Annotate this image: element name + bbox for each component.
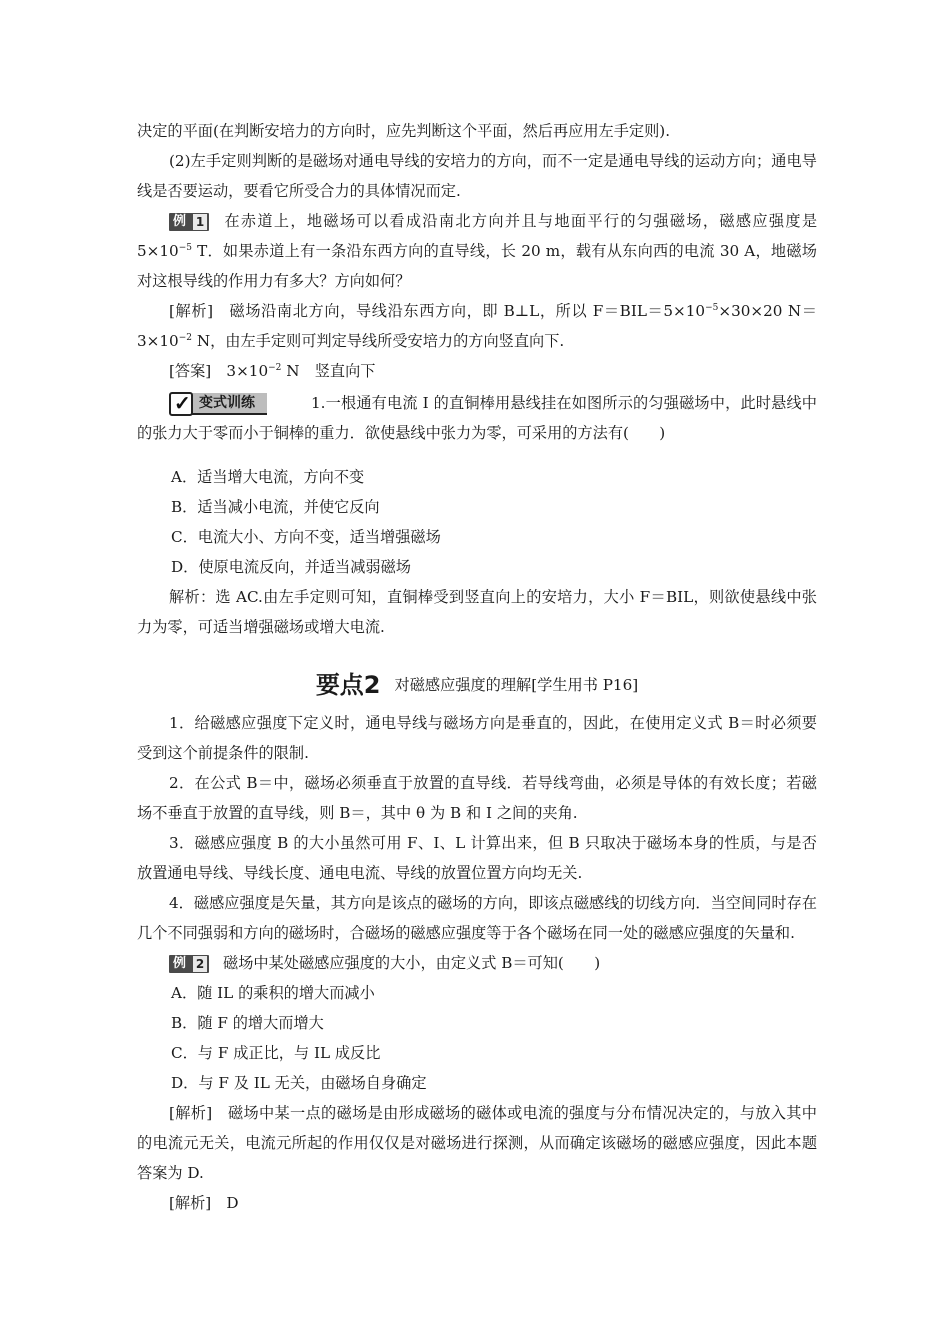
example-2-answer: [解析] D bbox=[169, 1194, 239, 1212]
key-point: 4．磁感应强度是矢量，其方向是该点的磁场的方向，即该点磁感线的切线方向．当空间同时存在几个不同强弱和方向的磁场时，合磁场的磁感应强度等于各个磁场在同一处的磁感应强度的矢量和. bbox=[137, 894, 817, 942]
option: D．与 F 及 IL 无关，由磁场自身确定 bbox=[171, 1074, 427, 1092]
paragraph: (2)左手定则判断的是磁场对通电导线的安培力的方向，而不一定是通电导线的运动方向；通电导线是否要运动，要看它所受合力的具体情况而定. bbox=[137, 152, 817, 200]
key-point: 2．在公式 B＝中，磁场必须垂直于放置的直导线．若导线弯曲，必须是导体的有效长度；若磁场不垂直于放置的直导线，则 B＝，其中 θ 为 B 和 I 之间的夹角. bbox=[137, 774, 817, 822]
example-1-answer: [答案] $3\times 10^{-2}$ N 竖直向下 bbox=[169, 362, 376, 380]
example-1-analysis: [解析] 磁场沿南北方向，导线沿东西方向，即 B⊥L，所以 $F=BIL=5\times 10^{-5}\times 30\times 20$ $N=3\times 10^{-2}$ N，由左手定则可判定导线所受安培力的方向竖直向下. bbox=[137, 302, 817, 350]
checkmark-icon: ✓ bbox=[169, 392, 193, 416]
training-question: ✓ 变式训练 1.一根通有电流 I 的直铜棒用悬线挂在如图所示的匀强磁场中，此时悬线中的张力大于零而小于铜棒的重力．欲使悬线中张力为零，可采用的方法有( ) bbox=[137, 391, 817, 442]
option: D．使原电流反向，并适当减弱磁场 bbox=[171, 558, 411, 576]
paragraph: 决定的平面(在判断安培力的方向时，应先判断这个平面，然后再应用左手定则). bbox=[137, 122, 671, 140]
section-heading: 要点2 对磁感应强度的理解[学生用书 P16] bbox=[315, 671, 639, 699]
key-point: 3．磁感应强度 B 的大小虽然可用 F、I、L 计算出来，但 B 只取决于磁场本身的性质，与是否放置通电导线、导线长度、通电电流、导线的放置位置方向均无关. bbox=[137, 834, 817, 882]
training-badge: ✓ 变式训练 bbox=[169, 391, 267, 417]
example-2-analysis: [解析] 磁场中某一点的磁场是由形成磁场的磁体或电流的强度与分布情况决定的，与放入其中的电流元无关，电流元所起的作用仅仅是对磁场进行探测，从而确定该磁场的磁感应强度，因此本题答案为 D. bbox=[137, 1104, 817, 1182]
training-analysis: 解析：选 AC.由左手定则可知，直铜棒受到竖直向上的安培力，大小 F＝BIL，则欲使悬线中张力为零，可适当增强磁场或增大电流. bbox=[137, 588, 817, 636]
document-page bbox=[137, 116, 817, 1218]
option: C．与 F 成正比，与 IL 成反比 bbox=[171, 1044, 381, 1062]
example-1-question: 例 1 在赤道上，地磁场可以看成沿南北方向并且与地面平行的匀强磁场，磁感应强度是 $5\times 10^{-5}$ T．如果赤道上有一条沿东西方向的直导线，长 20 m，载有从东向西的电流 30 A，地磁场对这根导线的作用力有多大？方向如何？ bbox=[137, 212, 817, 290]
option: A．随 IL 的乘积的增大而减小 bbox=[171, 984, 375, 1002]
option: C．电流大小、方向不变，适当增强磁场 bbox=[171, 528, 441, 546]
key-point: 1．给磁感应强度下定义时，通电导线与磁场方向是垂直的，因此，在使用定义式 B＝时必须要受到这个前提条件的限制. bbox=[137, 714, 817, 762]
option: B．随 F 的增大而增大 bbox=[171, 1014, 324, 1032]
example-2-question: 例 2 磁场中某处磁感应强度的大小，由定义式 B＝可知( ) bbox=[137, 948, 817, 978]
example-tag: 例 2 bbox=[169, 955, 209, 973]
example-tag: 例 1 bbox=[169, 213, 209, 231]
option: A．适当增大电流，方向不变 bbox=[171, 468, 365, 486]
option: B．适当减小电流，并使它反向 bbox=[171, 498, 380, 516]
